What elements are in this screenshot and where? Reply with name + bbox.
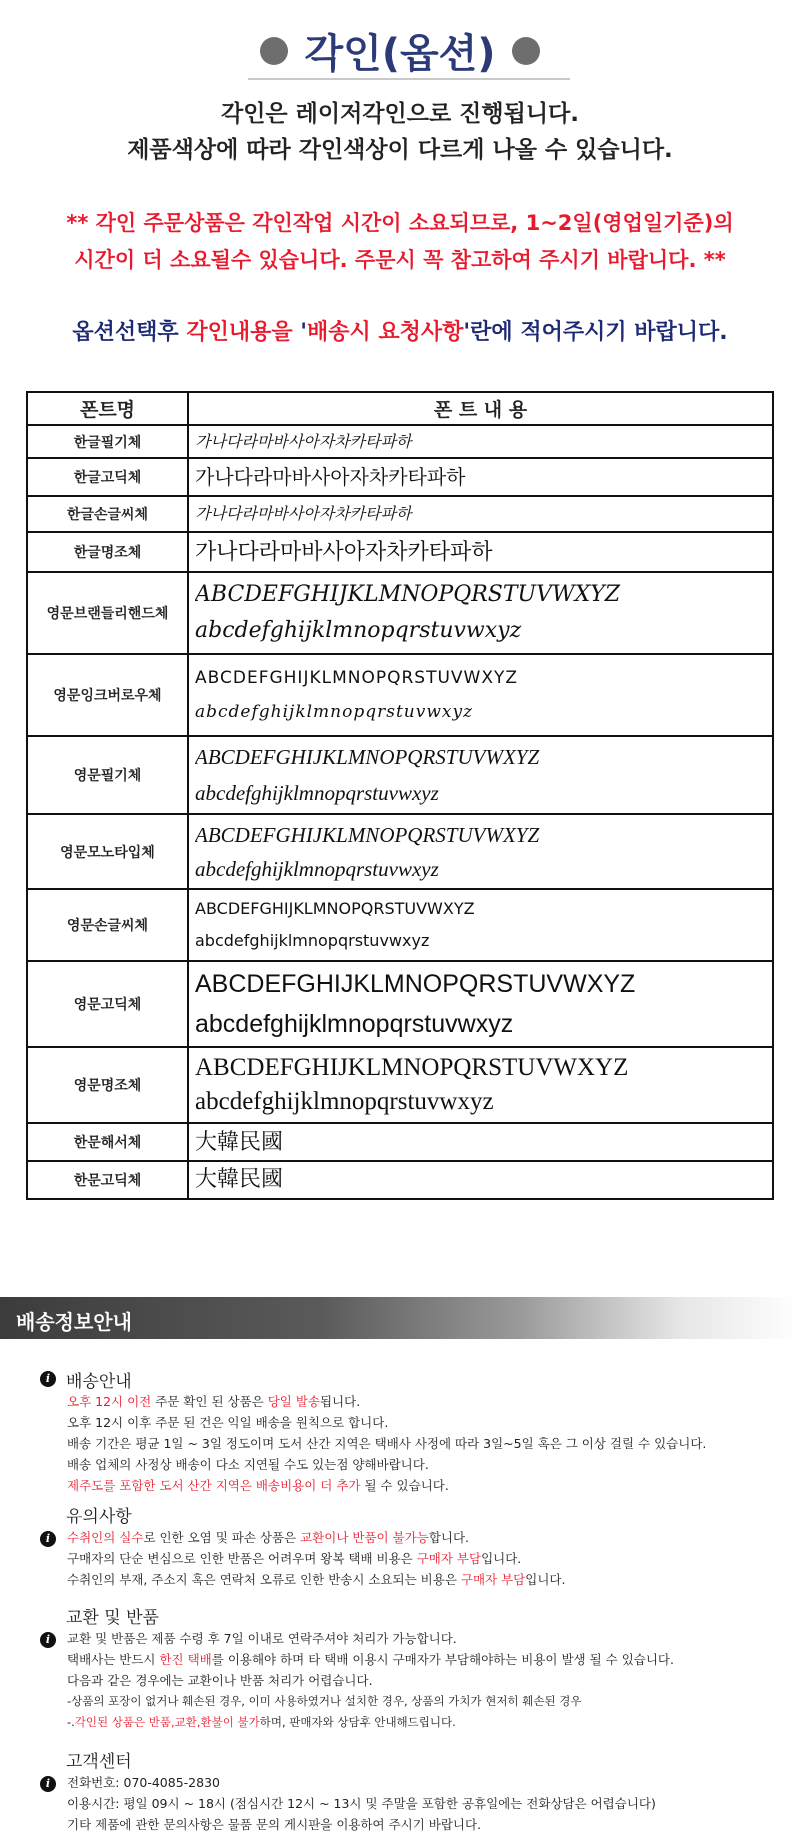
option-instruction [0,315,800,346]
text-line: 배송 기간은 평균 1일 ~ 3일 정도이며 도서 산간 지역은 택배사 사정에 따라 3일~5일 혹은 그 이상 걸릴 수 있습니다. [67,1436,707,1451]
text: 주문 확인 된 상품은 [151,1394,268,1409]
highlight: 오후 12시 이전 [67,1394,152,1409]
font-sample-upper: ABCDEFGHIJKLMNOPQRSTUVWXYZ [195,582,621,607]
phone-line: 전화번호: 070-4085-2830 [67,1775,220,1790]
font-sample [188,814,773,889]
font-sample [188,1047,773,1123]
info-icon: i [40,1776,56,1792]
font-name: 영문잉크버로우체 [27,654,188,736]
table-row [27,1047,773,1123]
table-row [27,425,773,458]
page-title [260,22,539,79]
highlight: 구매자 부담 [416,1551,482,1566]
font-sample-lower: abcdefghijklmnopqrstuvwxyz [195,931,430,950]
font-sample [188,889,773,961]
text-line: 오후 12시 이후 주문 된 건은 익일 배송을 원칙으로 합니다. [67,1415,389,1430]
font-name: 한문고딕체 [27,1161,188,1199]
section-title: 고객센터 [66,1752,132,1772]
text: 입니다. [525,1572,566,1587]
table-row [27,889,773,961]
highlight: 수취인의 실수 [67,1530,144,1545]
font-sample-lower: abcdefghijklmnopqrstuvwxyz [195,702,474,722]
font-sample-lower: abcdefghijklmnopqrstuvwxyz [195,781,439,805]
column-header-font-sample: 폰 트 내 용 [188,392,773,425]
text-line [67,1649,674,1670]
info-icon: i [40,1632,56,1648]
text-line [67,1475,706,1496]
font-sample: 가나다라마바사아자차카타파하 [188,496,773,532]
text: 입니다. [481,1551,522,1566]
table-row [27,961,773,1047]
section-title: 교환 및 반품 [66,1608,159,1628]
font-name: 영문브랜들리핸드체 [27,572,188,654]
text-line [67,1569,565,1590]
font-name: 한글손글씨체 [27,496,188,532]
text-line [67,1391,706,1412]
text: 로 인한 오염 및 파손 상품은 [143,1530,301,1545]
text: -. [67,1715,75,1729]
font-sample-lower: abcdefghijklmnopqrstuvwxyz [195,618,522,643]
section-body [67,1527,565,1590]
font-sample-upper: ABCDEFGHIJKLMNOPQRSTUVWXYZ [195,899,475,918]
intro-line: 제품색상에 따라 각인색상이 다르게 나올 수 있습니다. [127,137,673,163]
text-line: 교환 및 반품은 제품 수령 후 7일 이내로 연락주셔야 처리가 가능합니다. [67,1631,457,1646]
text: 됩니다. [319,1394,361,1409]
font-name: 한문해서체 [27,1123,188,1161]
highlight: 당일 발송 [267,1394,320,1409]
font-name: 한글명조체 [27,532,188,572]
option-text: 옵션선택후 [72,320,187,345]
text: 합니다. [428,1530,470,1545]
text: 를 이용해야 하며 타 택배 이용시 구매자가 부담해야하는 비용이 발생 될 수 있습니다. [211,1652,674,1667]
font-sample: 大韓民國 [188,1123,773,1161]
font-sample-lower: abcdefghijklmnopqrstuvwxyz [195,1088,494,1115]
highlight: 구매자 부담 [460,1572,526,1587]
text-line: -상품의 포장이 없거나 훼손된 경우, 이미 사용하였거나 설치한 경우, 상품의 가치가 현저히 훼손된 경우 [67,1694,582,1708]
text-line [67,1712,674,1733]
font-sample [188,654,773,736]
table-row [27,496,773,532]
option-text: '란에 적어주시기 바랍니다. [463,320,728,345]
table-row [27,1123,773,1161]
warning-text [0,205,800,279]
font-sample-upper: ABCDEFGHIJKLMNOPQRSTUVWXYZ [195,668,519,688]
shipping-info-band [0,1297,800,1339]
option-text: ' [292,320,307,345]
bullet-dot-icon [260,37,288,65]
table-row [27,532,773,572]
table-row [27,736,773,814]
section-body [67,1772,656,1835]
section-body [67,1391,706,1496]
section-body [67,1628,674,1733]
column-header-font-name: 폰트명 [27,392,188,425]
shipping-info-title: 배송정보안내 [16,1310,132,1334]
font-name: 영문모노타입체 [27,814,188,889]
option-highlight: 배송시 요청사항 [306,320,464,345]
font-sample [188,961,773,1047]
font-sample: 가나다라마바사아자차카타파하 [188,425,773,458]
page-title-text: 각인(옵션) [304,31,496,77]
font-name: 한글고딕체 [27,458,188,496]
text: 하며, 판매자와 상담후 안내해드립니다. [259,1715,456,1729]
font-name: 한글필기체 [27,425,188,458]
text: 수취인의 부재, 주소지 혹은 연락처 오류로 인한 반송시 소요되는 비용은 [67,1572,461,1587]
highlight: 한진 택배 [159,1652,212,1667]
font-sample-lower: abcdefghijklmnopqrstuvwxyz [195,856,439,881]
section-title: 유의사항 [66,1507,132,1527]
section-title: 배송안내 [66,1372,132,1392]
warning-line: 시간이 더 소요될수 있습니다. 주문시 꼭 참고하여 주시기 바랍니다. ** [74,248,726,272]
table-row [27,814,773,889]
info-icon: i [40,1371,56,1387]
warning-line: ** 각인 주문상품은 각인작업 시간이 소요되므로, 1~2일(영업일기준)의 [66,211,734,235]
text-line: 배송 업체의 사정상 배송이 다소 지연될 수도 있는점 양해바랍니다. [67,1457,429,1472]
table-row [27,572,773,654]
font-sample: 가나다라마바사아자차카타파하 [188,532,773,572]
hours-line: 이용시간: 평일 09시 ~ 18시 (점심시간 12시 ~ 13시 및 주말을 포함한 공휴일에는 전화상담은 어렵습니다) [67,1796,656,1811]
intro-text [0,96,800,168]
font-name: 영문필기체 [27,736,188,814]
font-sample-upper: ABCDEFGHIJKLMNOPQRSTUVWXYZ [195,970,636,998]
highlight: 제주도를 포함한 도서 산간 지역은 배송비용이 더 추가 [67,1478,361,1493]
option-highlight: 각인내용을 [186,320,293,345]
text: 구매자의 단순 변심으로 인한 반품은 어려우며 왕복 택배 비용은 [67,1551,417,1566]
table-row [27,1161,773,1199]
font-sample-upper: ABCDEFGHIJKLMNOPQRSTUVWXYZ [195,1054,629,1081]
table-row [27,458,773,496]
info-icon: i [40,1531,56,1547]
text: 택배사는 반드시 [67,1652,160,1667]
font-table-header [27,392,773,425]
font-name: 영문고딕체 [27,961,188,1047]
font-sample-upper: ABCDEFGHIJKLMNOPQRSTUVWXYZ [195,822,540,847]
text-line: 다음과 같은 경우에는 교환이나 반품 처리가 어렵습니다. [67,1673,373,1688]
bullet-dot-icon [512,37,540,65]
font-sample [188,572,773,654]
font-sample-upper: ABCDEFGHIJKLMNOPQRSTUVWXYZ [195,745,540,769]
font-name: 영문손글씨체 [27,889,188,961]
font-sample [188,736,773,814]
font-table [26,391,774,1200]
font-sample-lower: abcdefghijklmnopqrstuvwxyz [195,1010,514,1038]
intro-line: 각인은 레이저각인으로 진행됩니다. [220,101,580,127]
table-row [27,654,773,736]
highlight: 각인된 상품은 반품,교환,환불이 불가 [74,1715,260,1729]
text-line [67,1548,565,1569]
title-underline [248,78,570,80]
text-line [67,1527,565,1548]
text-line: 기타 제품에 관한 문의사항은 물품 문의 게시판을 이용하여 주시기 바랍니다. [67,1817,482,1832]
text: 될 수 있습니다. [360,1478,449,1493]
font-sample: 가나다라마바사아자차카타파하 [188,458,773,496]
font-name: 영문명조체 [27,1047,188,1123]
highlight: 교환이나 반품이 불가능 [300,1530,429,1545]
engraving-title-block [0,22,800,79]
font-sample: 大韓民國 [188,1161,773,1199]
